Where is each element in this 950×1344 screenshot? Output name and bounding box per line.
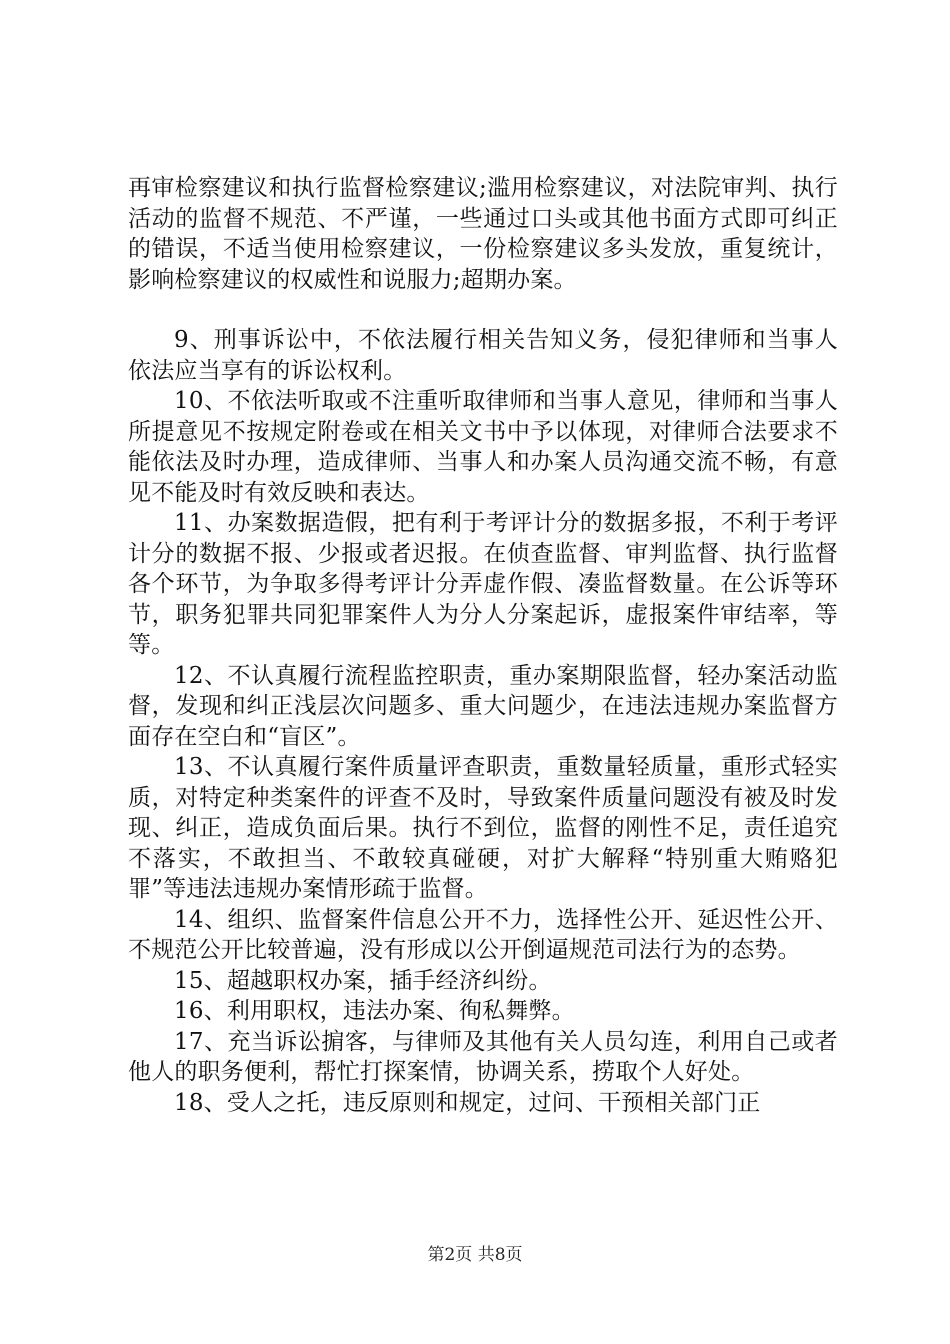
paragraph-item-17: 17、充当诉讼掮客，与律师及其他有关人员勾连，利用自己或者他人的职务便利，帮忙打探案情，协调关系，捞取个人好处。 bbox=[128, 1028, 838, 1085]
paragraph-continuation: 再审检察建议和执行监督检察建议;滥用检察建议，对法院审判、执行活动的监督不规范、不严谨，一些通过口头或其他书面方式即可纠正的错误，不适当使用检察建议，一份检察建议多头发放，重复统计，影响检察建议的权威性和说服力;超期办案。 bbox=[128, 175, 838, 293]
paragraph-item-13: 13、不认真履行案件质量评查职责，重数量轻质量，重形式轻实质，对特定种类案件的评查不及时，导致案件质量问题没有被及时发现、纠正，造成负面后果。执行不到位，监督的刚性不足，责任追究不落实，不敢担当、不敢较真碰硬，对扩大解释“特别重大贿赂犯罪”等违法违规办案情形疏于监督。 bbox=[128, 754, 838, 902]
paragraph-item-15: 15、超越职权办案，插手经济纠纷。 bbox=[174, 967, 552, 994]
paragraph-item-12: 12、不认真履行流程监控职责，重办案期限监督，轻办案活动监督，发现和纠正浅层次问题多、重大问题少，在违法违规办案监督方面存在空白和“盲区”。 bbox=[128, 662, 838, 750]
paragraph-item-14: 14、组织、监督案件信息公开不力，选择性公开、延迟性公开、不规范公开比较普遍，没有形成以公开倒逼规范司法行为的态势。 bbox=[128, 906, 838, 963]
paragraph-item-16: 16、利用职权，违法办案、徇私舞弊。 bbox=[174, 998, 575, 1024]
paragraph-gap bbox=[128, 295, 838, 325]
page-number-footer: 第2页 共8页 bbox=[427, 1245, 523, 1265]
paragraph-item-18: 18、受人之托，违反原则和规定，过问、干预相关部门正 bbox=[174, 1089, 761, 1116]
paragraph-item-10: 10、不依法听取或不注重听取律师和当事人意见，律师和当事人所提意见不按规定附卷或在相关文书中予以体现，对律师合法要求不能依法及时办理，造成律师、当事人和办案人员沟通交流不畅，有意见不能及时有效反映和表达。 bbox=[128, 388, 838, 506]
paragraph-item-9: 9、刑事诉讼中，不依法履行相关告知义务，侵犯律师和当事人依法应当享有的诉讼权利。 bbox=[128, 327, 838, 384]
document-body bbox=[128, 173, 838, 1118]
paragraph-item-11: 11、办案数据造假，把有利于考评计分的数据多报，不利于考评计分的数据不报、少报或者迟报。在侦查监督、审判监督、执行监督各个环节，为争取多得考评计分弄虚作假、凑监督数量。在公诉等环节，职务犯罪共同犯罪案件人为分人分案起诉，虚报案件审结率，等等。 bbox=[128, 510, 838, 658]
